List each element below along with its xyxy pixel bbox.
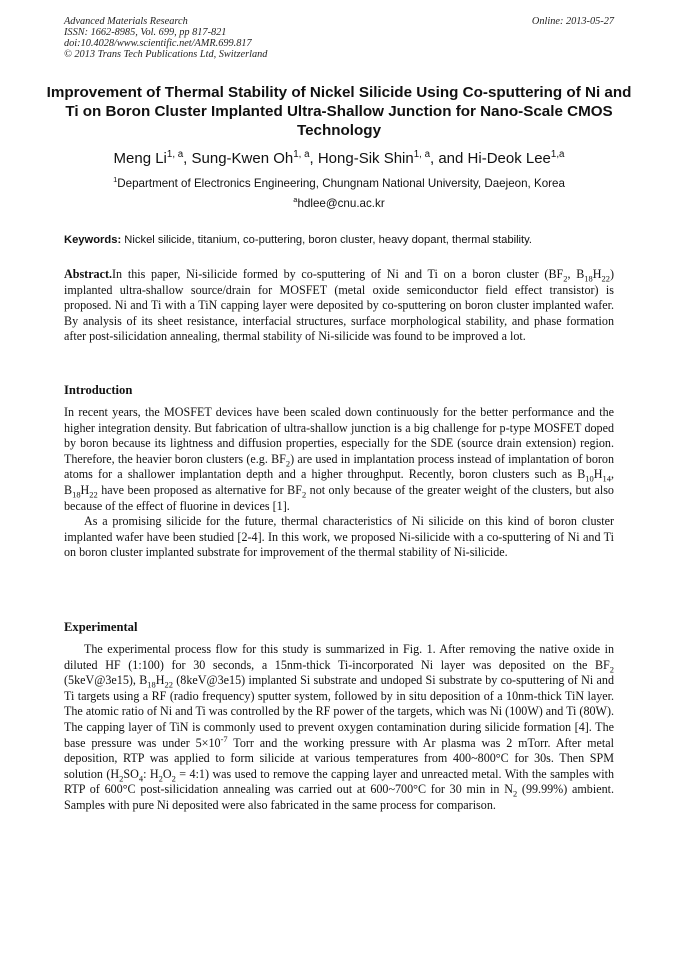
- experimental-body: [64, 642, 614, 814]
- introduction-body: [64, 405, 614, 561]
- experimental-heading: Experimental: [64, 620, 138, 634]
- introduction-heading: Introduction: [64, 383, 133, 397]
- paragraph: In recent years, the MOSFET devices have been scaled down continuously for the better performance and the higher integration density. But fabrication of ultra-shallow junction is a big challenge for p-type MOSFET doped by boron because its lightness and diffusion properties, especially for the SDE (source drain extension) region. Therefore, the heavier boron clusters (e.g. $BF_2$) are used in implantation process instead of implantation of boron atoms for a shallower implantation depth and a higher throughput. Recently, boron clusters such as $B_{10}H_{14}$, $B_{18}H_{22}$ have been proposed as alternative for $BF_2$ not only because of the greater weight of the clusters, but also because of the effect of fluorine in devices [1].: [64, 405, 614, 513]
- online-date: Online: 2013-05-27: [531, 16, 614, 27]
- author-email: $^a$hdlee@cnu.ac.kr: [293, 195, 385, 210]
- author-list: Meng Li$^{1, a}$, Sung-Kwen Oh$^{1, a}$, Hong-Sik Shin$^{1, a}$, and Hi-Deok Lee$^{1,a}$: [113, 149, 565, 167]
- journal-name: Advanced Materials Research: [64, 16, 188, 27]
- affiliation: $^1$Department of Electronics Engineering, Chungnam National University, Daejeon, Korea: [113, 175, 565, 190]
- issn-line: ISSN: 1662-8985, Vol. 699, pp 817-821: [64, 27, 227, 38]
- keywords-label: Keywords:: [64, 234, 122, 246]
- copyright-line: © 2013 Trans Tech Publications Ltd, Switzerland: [64, 49, 268, 60]
- author: Hi-Deok Lee$^{1,a}$: [467, 149, 565, 167]
- journal-header: [64, 16, 267, 60]
- paragraph: As a promising silicide for the future, thermal characteristics of Ni silicide on this kind of boron cluster implanted wafer have been studied [2-4]. In this work, we proposed Ni-silicide with a co-sputtering of Ni and Ti on boron cluster implanted substrate for improvement of the thermal stability of Ni-silicide.: [64, 514, 614, 560]
- author: Sung-Kwen Oh$^{1, a}$: [191, 149, 310, 167]
- paper-title: Improvement of Thermal Stability of Nickel Silicide Using Co-sputtering of Ni and Ti on Boron Cluster Implanted Ultra-Shallow Junction for Nano-Scale CMOS Technology: [46, 84, 632, 139]
- abstract: [64, 267, 614, 345]
- author: Hong-Sik Shin$^{1, a}$: [317, 149, 430, 167]
- paragraph: The experimental process flow for this study is summarized in Fig. 1. After removing the native oxide in diluted HF (1:100) for 30 seconds, a 15nm-thick Ti-incorporated Ni layer was deposited on the $BF_2$ (5keV@3e15), $B_{18}H_{22}$ (8keV@3e15) implanted Si substrate and undoped Si substrate by co-sputtering of Ni and Ti targets using a RF (radio frequency) sputter system, followed by in situ deposition of a 10nm-thick TiN layer. The atomic ratio of Ni and Ti was controlled by the RF power of the targets, which was Ni (100W) and Ti (80W). The capping layer of TiN is commonly used to prevent oxygen contamination during silicide formation [4]. The base pressure was under $5\times 10^{-7}$ Torr and the working pressure with Ar plasma was 2 mTorr. After metal deposition, RTP was applied to form silicide at various temperatures from 400~800°C for 30s. Then SPM solution ($H_2SO_4$: $H_2O_2$ = 4:1) was used to remove the capping layer and unreacted metal. With the samples with RTP of 600°C post-silicidation annealing was carried out at 600~700°C for 30 min in $N_2$ (99.99%) ambient. Samples with pure Ni deposited were also fabricated in the same process for comparison.: [64, 642, 614, 812]
- keywords-text: Nickel silicide, titanium, co-puttering, boron cluster, heavy dopant, thermal stability.: [121, 234, 533, 246]
- doi-line: doi:10.4028/www.scientific.net/AMR.699.817: [64, 38, 252, 49]
- author: Meng Li$^{1, a}$: [113, 149, 184, 167]
- abstract-label: Abstract.: [64, 267, 113, 281]
- keywords: [64, 233, 624, 248]
- abstract-text: In this paper, Ni-silicide formed by co-sputtering of Ni and Ti on a boron cluster ($BF_2$, $B_{18}H_{22}$) implanted ultra-shallow source/drain for MOSFET (metal oxide semiconductor field effect transistor) is proposed. Ni and Ti with a TiN capping layer were deposited by co-sputtering on boron cluster implanted wafer. By analysis of its sheet resistance, interfacial structures, surface morphological stability, and phase formation after post-silicidation annealing, thermal stability of Ni-silicide was found to be improved a lot.: [64, 267, 614, 344]
